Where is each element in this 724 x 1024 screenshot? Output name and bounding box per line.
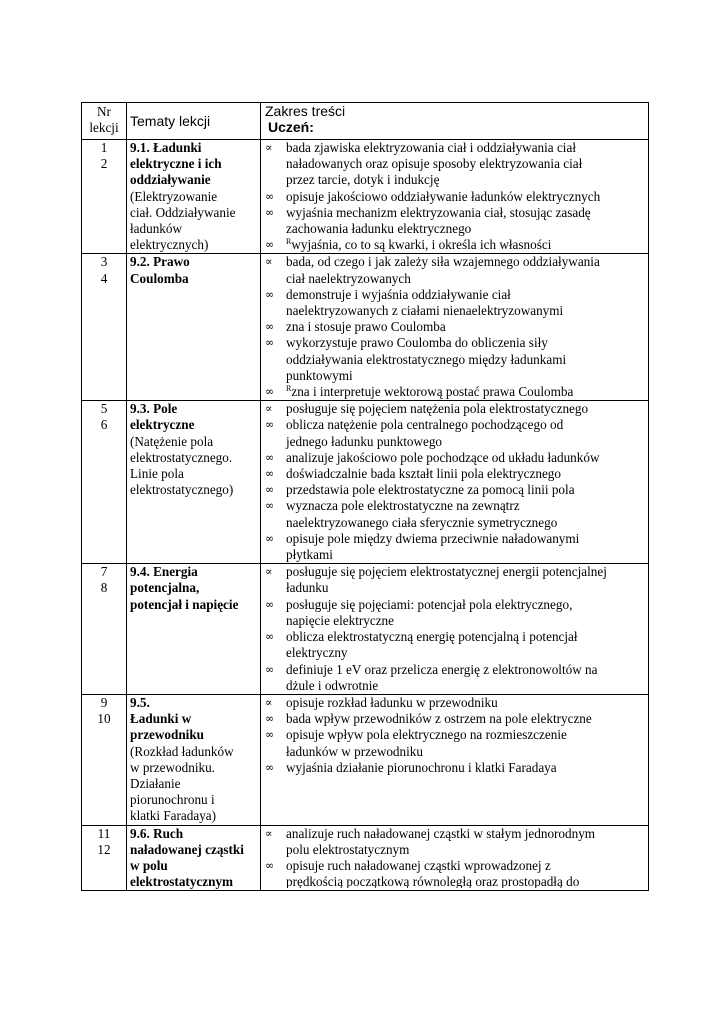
list-item: [264, 711, 645, 727]
table-row: [82, 564, 649, 695]
content-scope-cell: [261, 564, 649, 695]
list-item-text: [286, 384, 645, 400]
lesson-topic-subtitle: piorunochronu i: [130, 792, 215, 808]
list-item-text: elektryczny: [286, 645, 348, 661]
list-item: [264, 695, 645, 711]
proportional-symbol-icon: ∝: [265, 402, 273, 416]
proportional-symbol-icon: ∝: [265, 826, 273, 840]
list-item: [264, 189, 645, 205]
list-item: [264, 254, 645, 286]
list-item-text: wyjaśnia mechanizm elektryzowania ciał, stosując zasadę: [286, 204, 591, 220]
header-lesson-topics: Tematy lekcji: [127, 103, 261, 140]
table-row: [82, 254, 649, 401]
lesson-number: 7: [100, 564, 108, 580]
list-item-text: wyjaśnia działanie piorunochronu i klatki Faradaya: [286, 759, 557, 775]
list-item-text: naelektryzowanego ciała sferycznie symetrycznego: [286, 514, 558, 530]
curriculum-table: [81, 102, 649, 891]
lesson-topic-title: potencjał i napięcie: [130, 596, 239, 612]
lesson-topic-subtitle: Linie pola: [130, 466, 184, 482]
lesson-number-cell: [82, 825, 127, 891]
lesson-topic-cell: [127, 825, 261, 891]
list-item: [264, 417, 645, 449]
infinity-symbol-icon: ∞: [265, 760, 275, 774]
list-item-text: bada wpływ przewodników z ostrzem na pole elektryczne: [286, 711, 592, 727]
lesson-topic-subtitle: Działanie: [130, 775, 181, 791]
list-item: [264, 727, 645, 759]
lesson-topic-subtitle: (Natężenie pola: [130, 433, 214, 449]
list-item-text: ładunków w przewodniku: [286, 743, 423, 759]
content-scope-cell: [261, 694, 649, 825]
list-item: [264, 826, 645, 858]
lesson-number: 6: [100, 417, 108, 433]
infinity-symbol-icon: ∞: [265, 450, 275, 464]
infinity-symbol-icon: ∞: [265, 287, 275, 301]
proportional-symbol-icon: ∝: [265, 695, 273, 709]
lesson-topic-title: Coulomba: [130, 270, 189, 286]
extended-level-marker: R: [286, 237, 292, 247]
list-item: [264, 287, 645, 319]
table-row: [82, 401, 649, 564]
content-scope-cell: [261, 254, 649, 401]
list-item: [264, 531, 645, 563]
lesson-topic-subtitle: elektrostatycznego.: [130, 449, 233, 465]
list-item-text: punktowymi: [286, 367, 353, 383]
infinity-symbol-icon: ∞: [265, 499, 275, 513]
list-item-text: opisuje wpływ pola elektrycznego na rozmieszczenie: [286, 727, 567, 743]
learning-outcomes-list: [264, 140, 645, 253]
lesson-topic-title: 9.3. Pole: [130, 401, 178, 417]
list-item: [264, 662, 645, 694]
list-item-text: analizuje ruch naładowanej cząstki w stałym jednorodnym: [286, 825, 596, 841]
table-header-row: [82, 103, 649, 140]
list-item-text: napięcie elektryczne: [286, 612, 394, 628]
infinity-symbol-icon: ∞: [265, 597, 275, 611]
list-item-text: demonstruje i wyjaśnia oddziaływanie ciał: [286, 286, 511, 302]
lesson-topic-title: 9.4. Energia: [130, 564, 198, 580]
lesson-topic-title: elektryczne: [130, 417, 195, 433]
list-item-text: posługuje się pojęciem elektrostatycznej energii potencjalnej: [286, 564, 607, 580]
lesson-number-cell: [82, 140, 127, 254]
lesson-topic-subtitle: ciał. Oddziaływanie: [130, 204, 236, 220]
lesson-number: 5: [100, 401, 108, 417]
lesson-number: 3: [100, 254, 108, 270]
content-scope-cell: [261, 401, 649, 564]
list-item-text: płytkami: [286, 547, 333, 563]
list-item: [264, 498, 645, 530]
content-scope-cell: [261, 825, 649, 891]
infinity-symbol-icon: ∞: [265, 336, 275, 350]
learning-outcomes-list: [264, 564, 645, 694]
infinity-symbol-icon: ∞: [265, 238, 275, 252]
infinity-symbol-icon: ∞: [265, 712, 275, 726]
proportional-symbol-icon: ∝: [265, 255, 273, 269]
infinity-symbol-icon: ∞: [265, 531, 275, 545]
list-item-text: zachowania ładunku elektrycznego: [286, 221, 472, 237]
extended-level-marker: R: [286, 384, 292, 394]
list-item-text: posługuje się pojęciem natężenia pola elektrostatycznego: [286, 401, 589, 417]
list-item-text-content: zna i interpretuje wektorową postać prawa Coulomba: [291, 384, 574, 400]
learning-outcomes-list: [264, 254, 645, 400]
list-item-text: zna i stosuje prawo Coulomba: [286, 319, 446, 335]
list-item-text: oddziaływania elektrostatycznego między ładunkami: [286, 351, 567, 367]
lesson-number-cell: [82, 401, 127, 564]
infinity-symbol-icon: ∞: [265, 858, 275, 872]
lesson-topic-cell: [127, 564, 261, 695]
list-item-text: wykorzystuje prawo Coulomba do obliczenia siły: [286, 335, 548, 351]
lesson-topic-subtitle: (Rozkład ładunków: [130, 743, 234, 759]
list-item-text: opisuje pole między dwiema przeciwnie naładowanymi: [286, 530, 580, 546]
lesson-topic-title: przewodniku: [130, 727, 205, 743]
table-row: [82, 140, 649, 254]
list-item-text: analizuje jakościowo pole pochodzące od układu ładunków: [286, 449, 600, 465]
lesson-topic-subtitle: elektrycznych): [130, 237, 209, 253]
infinity-symbol-icon: ∞: [265, 483, 275, 497]
list-item: [264, 384, 645, 400]
learning-outcomes-list: [264, 401, 645, 563]
infinity-symbol-icon: ∞: [265, 467, 275, 481]
lesson-number: 1: [100, 140, 108, 155]
lesson-number: 2: [100, 156, 108, 172]
lesson-topic-title: elektryczne i ich: [130, 156, 222, 172]
list-item: [264, 597, 645, 629]
list-item-text: dżule i odwrotnie: [286, 677, 379, 693]
list-item: [264, 319, 645, 335]
list-item-text: przez tarcie, dotyk i indukcję: [286, 172, 440, 188]
lesson-topic-cell: [127, 140, 261, 254]
lesson-topic-title: 9.6. Ruch: [130, 825, 184, 841]
list-item-text: ładunku: [286, 580, 329, 596]
lesson-number: 12: [97, 841, 111, 857]
lesson-topic-title: potencjalna,: [130, 580, 200, 596]
lesson-number: 8: [100, 580, 108, 596]
list-item-text: doświadczalnie bada kształt linii pola elektrycznego: [286, 466, 561, 482]
lesson-number: 10: [97, 711, 111, 727]
list-item-text: oblicza elektrostatyczną energię potencjalną i potencjał: [286, 629, 578, 645]
list-item-text: jednego ładunku punktowego: [286, 433, 443, 449]
table-row: [82, 825, 649, 891]
lesson-number: 4: [100, 270, 108, 286]
list-item: [264, 140, 645, 189]
list-item-text-content: wyjaśnia, co to są kwarki, i określa ich własności: [291, 237, 552, 253]
lesson-number-cell: [82, 564, 127, 695]
list-item-text: posługuje się pojęciami: potencjał pola elektrycznego,: [286, 596, 573, 612]
table-row: [82, 694, 649, 825]
list-item: [264, 205, 645, 237]
list-item: [264, 629, 645, 661]
lesson-number-cell: [82, 694, 127, 825]
lesson-topic-title: 9.5.: [130, 694, 150, 710]
list-item-text: naelektryzowanych z ciałami nienaelektryzowanymi: [286, 303, 564, 319]
proportional-symbol-icon: ∝: [265, 565, 273, 579]
lesson-topic-title: oddziaływanie: [130, 172, 211, 188]
lesson-topic-cell: [127, 254, 261, 401]
list-item: [264, 450, 645, 466]
lesson-topic-subtitle: w przewodniku.: [130, 759, 215, 775]
lesson-topic-title: naładowanej cząstki: [130, 841, 244, 857]
proportional-symbol-icon: ∝: [265, 141, 273, 154]
list-item-text: ciał naelektryzowanych: [286, 270, 411, 286]
lesson-topic-title: w polu: [130, 857, 168, 873]
infinity-symbol-icon: ∞: [265, 385, 275, 399]
lesson-topic-subtitle: (Elektryzowanie: [130, 188, 218, 204]
infinity-symbol-icon: ∞: [265, 205, 275, 219]
list-item-text: opisuje ruch naładowanej cząstki wprowadzonej z: [286, 857, 551, 873]
list-item: [264, 466, 645, 482]
lesson-topic-title: Ładunki w: [130, 711, 192, 727]
infinity-symbol-icon: ∞: [265, 320, 275, 334]
list-item-text: bada zjawiska elektryzowania ciał i oddziaływania ciał: [286, 140, 576, 155]
list-item: [264, 760, 645, 776]
lesson-number-cell: [82, 254, 127, 401]
learning-outcomes-list: [264, 826, 645, 889]
list-item: [264, 482, 645, 498]
list-item-text: oblicza natężenie pola centralnego pochodzącego od: [286, 417, 564, 433]
list-item: [264, 237, 645, 253]
lesson-topic-cell: [127, 401, 261, 564]
lesson-topic-subtitle: ładunków: [130, 221, 183, 237]
list-item-text: prędkością początkową równoległą oraz prostopadłą do: [286, 874, 580, 889]
list-item: [264, 858, 645, 888]
list-item-text: opisuje jakościowo oddziaływanie ładunków elektrycznych: [286, 188, 601, 204]
list-item-text: opisuje rozkład ładunku w przewodniku: [286, 694, 498, 710]
infinity-symbol-icon: ∞: [265, 189, 275, 203]
list-item-text: naładowanych oraz opisuje sposoby elektryzowania ciał: [286, 156, 583, 172]
infinity-symbol-icon: ∞: [265, 418, 275, 432]
list-item: [264, 335, 645, 384]
list-item: [264, 401, 645, 417]
lesson-topic-title: 9.2. Prawo: [130, 254, 190, 270]
infinity-symbol-icon: ∞: [265, 728, 275, 742]
content-scope-cell: [261, 140, 649, 254]
lesson-topic-title: 9.1. Ładunki: [130, 140, 202, 155]
lesson-number: 11: [97, 825, 111, 841]
header-lesson-number: Nr lekcji: [82, 103, 127, 140]
list-item-text: [286, 237, 645, 253]
infinity-symbol-icon: ∞: [265, 662, 275, 676]
list-item-text: definiuje 1 eV oraz przelicza energię z elektronowoltów na: [286, 661, 598, 677]
list-item-text: przedstawia pole elektrostatyczne za pomocą linii pola: [286, 482, 575, 498]
lesson-topic-title: elektrostatycznym: [130, 874, 234, 890]
lesson-topic-cell: [127, 694, 261, 825]
list-item: [264, 564, 645, 596]
list-item-text: bada, od czego i jak zależy siła wzajemnego oddziaływania: [286, 254, 600, 270]
infinity-symbol-icon: ∞: [265, 630, 275, 644]
list-item-text: polu elektrostatycznym: [286, 841, 410, 857]
lesson-topic-subtitle: elektrostatycznego): [130, 482, 234, 498]
list-item-text: wyznacza pole elektrostatyczne na zewnątrz: [286, 498, 520, 514]
header-content-scope: Zakres treści Uczeń:: [261, 103, 649, 140]
lesson-topic-subtitle: klatki Faradaya): [130, 808, 217, 824]
learning-outcomes-list: [264, 695, 645, 776]
lesson-number: 9: [100, 694, 108, 710]
